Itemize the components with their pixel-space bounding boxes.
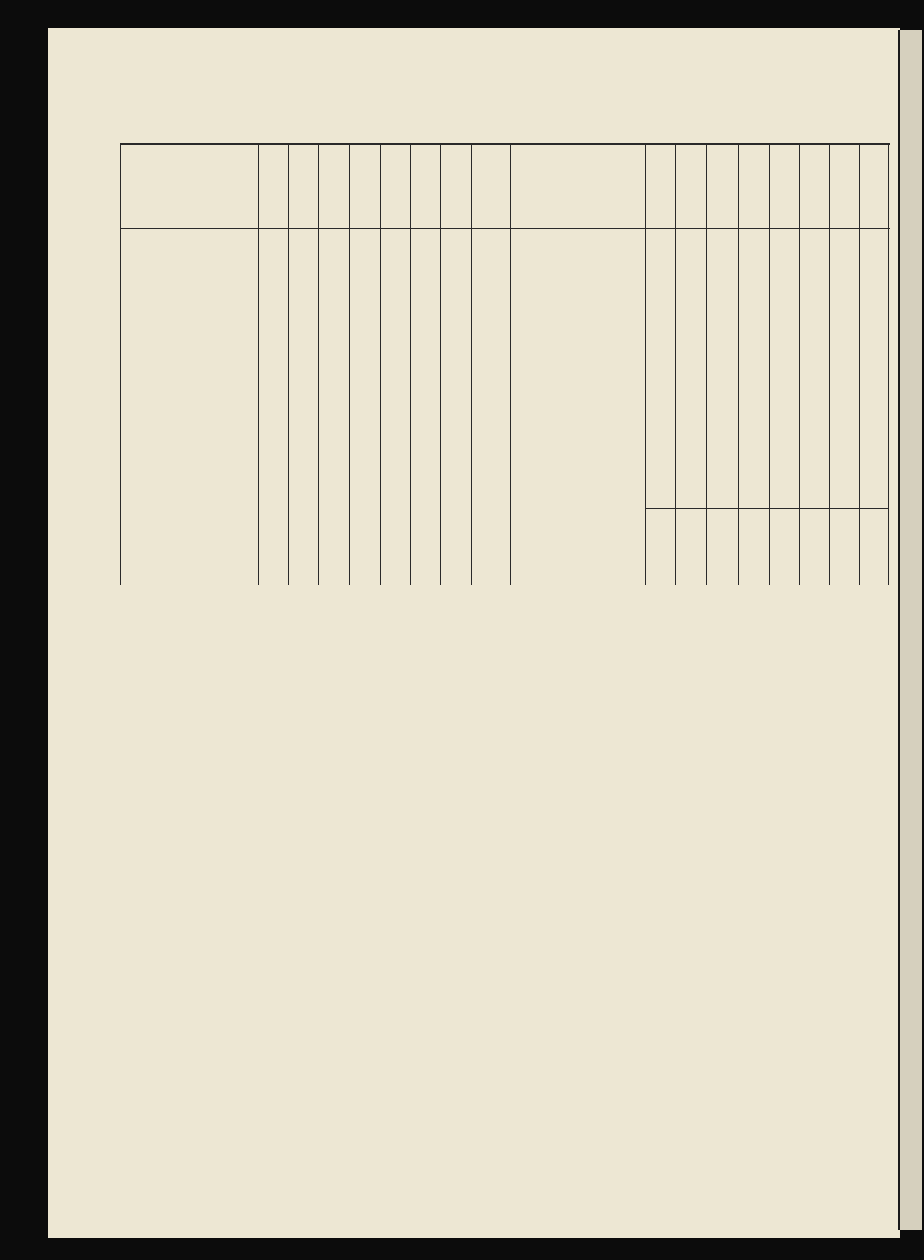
column-rule	[829, 145, 830, 585]
column-rule	[645, 145, 646, 585]
paper-sheet	[48, 28, 900, 1238]
column-rule	[349, 145, 350, 585]
column-rule	[318, 145, 319, 585]
column-rule	[510, 145, 511, 585]
header-bottom-rule	[120, 228, 890, 229]
column-rule	[471, 145, 472, 585]
column-rule	[859, 145, 860, 585]
column-rule	[738, 145, 739, 585]
adjacent-page-edge	[898, 30, 922, 1230]
column-rule	[675, 145, 676, 585]
total-top-rule	[645, 508, 888, 509]
column-rule	[888, 145, 889, 585]
column-rule	[769, 145, 770, 585]
column-rule	[440, 145, 441, 585]
column-rule	[258, 145, 259, 585]
column-rule	[380, 145, 381, 585]
column-rule	[288, 145, 289, 585]
column-rule	[799, 145, 800, 585]
column-rule	[706, 145, 707, 585]
top-rule	[120, 143, 890, 145]
column-rule	[410, 145, 411, 585]
left-vertical-rule	[120, 145, 121, 585]
